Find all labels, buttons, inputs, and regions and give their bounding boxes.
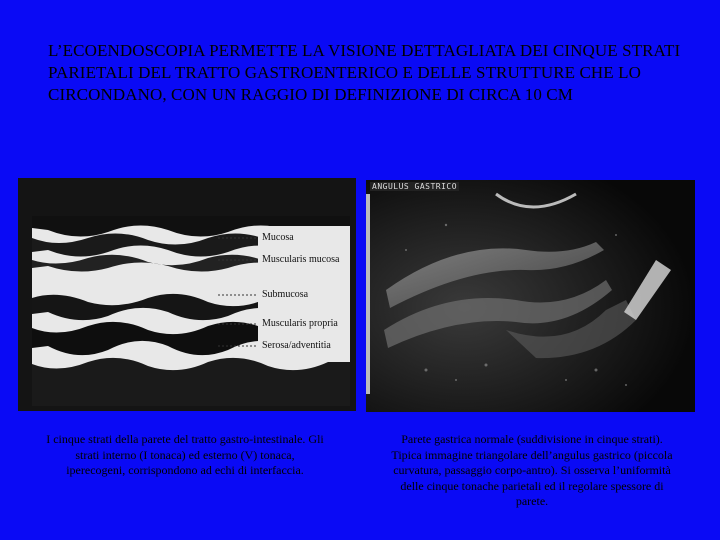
layer-label-mucosa: Mucosa <box>262 232 294 243</box>
layer-label-muscularis-mucosa: Muscularis mucosa <box>262 254 340 265</box>
slide-title: L’ECOENDOSCOPIA PERMETTE LA VISIONE DETTAGLIATA DEI CINQUE STRATI PARIETALI DEL TRATTO GASTROENTERICO E DELLE STRUTTURE CHE LO CIRCONDANO, CON UN RAGGIO DI DEFINIZIONE DI CIRCA 10 CM <box>48 41 681 104</box>
caption-right: Parete gastrica normale (suddivisione in cinque strati). Tipica immagine triangolare dell’angulus gastrico (piccola curvatura, passaggio corpo-antro). Si osserva l’uniformità delle cinque tonache parietali ed il regolare spessore di parete. <box>391 432 673 508</box>
ultrasound-label: ANGULUS GASTRICO <box>372 182 458 191</box>
layer-label-serosa-adventitia: Serosa/adventitia <box>262 340 331 351</box>
ultrasound-image <box>366 180 695 412</box>
ultrasound-scan <box>366 180 695 412</box>
layer-label-muscularis-propria: Muscularis propria <box>262 318 338 329</box>
caption-left: I cinque strati della parete del tratto gastro-intestinale. Gli strati interno (I tonaca) ed esterno (V) tonaca, iperecogeni, corrispondono ad echi di interfaccia. <box>46 432 324 477</box>
wall-layers-diagram <box>18 178 356 411</box>
layer-label-submucosa: Submucosa <box>262 289 309 300</box>
